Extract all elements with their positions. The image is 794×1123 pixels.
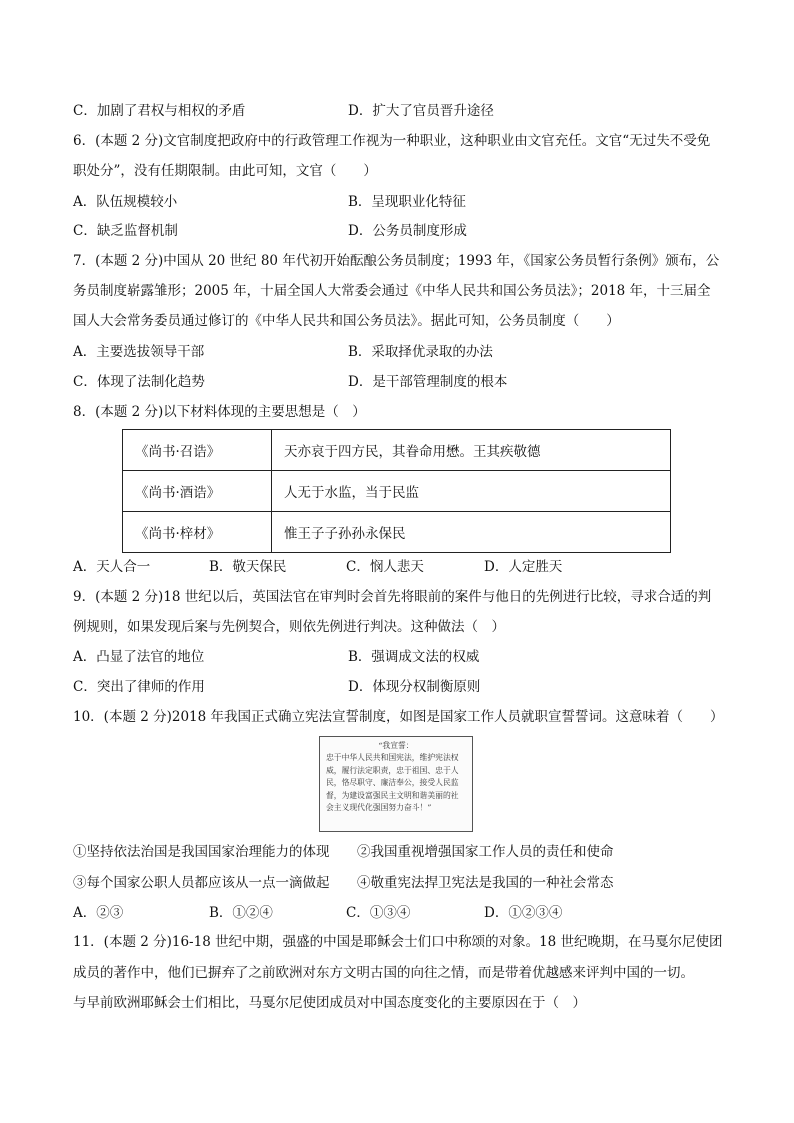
q11-stem-line-2: 成员的著作中，他们已摒弃了之前欧洲对东方文明古国的向往之情，而是带着优越感来评判中国的一切。 xyxy=(73,965,694,981)
oath-image xyxy=(319,736,473,832)
q6-option-b: B．呈现职业化特征 xyxy=(348,194,466,210)
q10-option-d: D．①②③④ xyxy=(484,905,563,921)
q7-stem-line-3: 国人大会常务委员通过修订的《中华人民共和国公务员法》。据此可知，公务员制度（ ） xyxy=(73,313,620,329)
q8-options-row xyxy=(73,557,723,577)
q7-option-c: C．体现了法制化趋势 xyxy=(73,374,205,390)
source-text-cell: 人无于水监，当于民监 xyxy=(272,471,671,512)
oath-body: 忠于中华人民共和国宪法，维护宪法权威，履行法定职责，忠于祖国、忠于人民，恪尽职守、廉洁奉公，接受人民监督，为建设富强民主文明和谐美丽的社会主义现代化强国努力奋斗！” xyxy=(326,753,459,813)
q7-option-b: B．采取择优录取的办法 xyxy=(348,344,493,360)
q10-stem: 10．(本题 2 分)2018 年我国正式确立宪法宣誓制度，如图是国家工作人员就职宣誓誓词。这意味着（ ） xyxy=(73,709,724,725)
q8-option-b: B．敬天保民 xyxy=(209,559,287,575)
q8-option-d: D．人定胜天 xyxy=(484,559,563,575)
q9-option-c: C．突出了律师的作用 xyxy=(73,679,205,695)
source-title-cell: 《尚书·梓材》 xyxy=(123,512,272,553)
q7-option-d: D．是干部管理制度的根本 xyxy=(348,374,508,390)
q9-stem-line-1: 9．(本题 2 分)18 世纪以后，英国法官在审判时会首先将眼前的案件与他日的先例进行比较，寻求合适的判 xyxy=(73,589,712,605)
q9-option-a: A．凸显了法官的地位 xyxy=(73,649,205,665)
q7-options-row-1 xyxy=(73,342,723,362)
q10-statements-row-1 xyxy=(73,842,723,862)
source-text-cell: 惟王子子孙孙永保民 xyxy=(272,512,671,553)
q10-option-a: A．②③ xyxy=(73,905,124,921)
q8-option-c: C．悯人悲天 xyxy=(346,559,424,575)
q9-stem-line-2: 例规则，如果发现后案与先例契合，则依先例进行判决。这种做法（ ） xyxy=(73,619,505,635)
q10-option-c: C．①③④ xyxy=(346,905,411,921)
q6-stem-line-2: 职处分”，没有任期限制。由此可知，文官（ ） xyxy=(73,163,377,179)
q5-option-d: D．扩大了官员晋升途径 xyxy=(348,103,494,119)
q10-options-row xyxy=(73,903,723,923)
q10-statement-4: ④敬重宪法捍卫宪法是我国的一种社会常态 xyxy=(357,875,614,891)
q8-option-a: A．天人合一 xyxy=(73,559,151,575)
q8-source-table xyxy=(122,429,671,553)
q9-option-b: B．强调成文法的权威 xyxy=(348,649,480,665)
q9-options-row-2 xyxy=(73,677,723,697)
q5-options-row xyxy=(73,101,723,121)
q11-stem-line-1: 11．(本题 2 分)16-18 世纪中期，强盛的中国是耶稣会士们口中称颂的对象。18 世纪晚期，在马戛尔尼使团 xyxy=(73,934,723,950)
q6-option-a: A．队伍规模较小 xyxy=(73,194,178,210)
q6-option-c: C．缺乏监督机制 xyxy=(73,223,178,239)
source-text-cell: 天亦哀于四方民，其眷命用懋。王其疾敬德 xyxy=(272,430,671,471)
source-title-cell: 《尚书·召诰》 xyxy=(123,430,272,471)
q10-statement-3: ③每个国家公职人员都应该从一点一滴做起 xyxy=(73,875,330,891)
q10-statements-row-2 xyxy=(73,873,723,893)
source-title-cell: 《尚书·酒诰》 xyxy=(123,471,272,512)
q9-options-row-1 xyxy=(73,647,723,667)
q7-stem-line-2: 务员制度崭露雏形；2005 年，十届全国人大常委会通过《中华人民共和国公务员法》；2018 年，十三届全 xyxy=(73,283,711,299)
q9-option-d: D．体现分权制衡原则 xyxy=(348,679,481,695)
table-row xyxy=(123,430,671,471)
q10-statement-1: ①坚持依法治国是我国国家治理能力的体现 xyxy=(73,844,330,860)
table-row xyxy=(123,512,671,553)
q8-stem: 8．(本题 2 分)以下材料体现的主要思想是（ ） xyxy=(73,404,366,420)
q5-option-c: C．加剧了君权与相权的矛盾 xyxy=(73,103,246,119)
q11-stem-line-3: 与早前欧洲耶稣会士们相比，马戛尔尼使团成员对中国态度变化的主要原因在于（ ） xyxy=(73,995,586,1011)
q6-option-d: D．公务员制度形成 xyxy=(348,223,467,239)
q6-options-row-1 xyxy=(73,192,723,212)
table-row xyxy=(123,471,671,512)
q10-option-b: B．①②④ xyxy=(209,905,273,921)
q6-stem-line-1: 6．(本题 2 分)文官制度把政府中的行政管理工作视为一种职业，这种职业由文官充任。文官“无过失不受免 xyxy=(73,133,711,149)
q7-options-row-2 xyxy=(73,372,723,392)
q7-stem-line-1: 7．(本题 2 分)中国从 20 世纪 80 年代初开始酝酿公务员制度；1993 年，《国家公务员暂行条例》颁布，公 xyxy=(73,253,720,269)
q7-option-a: A．主要选拔领导干部 xyxy=(73,344,205,360)
q6-options-row-2 xyxy=(73,221,723,241)
q10-statement-2: ②我国重视增强国家工作人员的责任和使命 xyxy=(357,844,614,860)
oath-title: “我宣誓： xyxy=(378,741,414,750)
